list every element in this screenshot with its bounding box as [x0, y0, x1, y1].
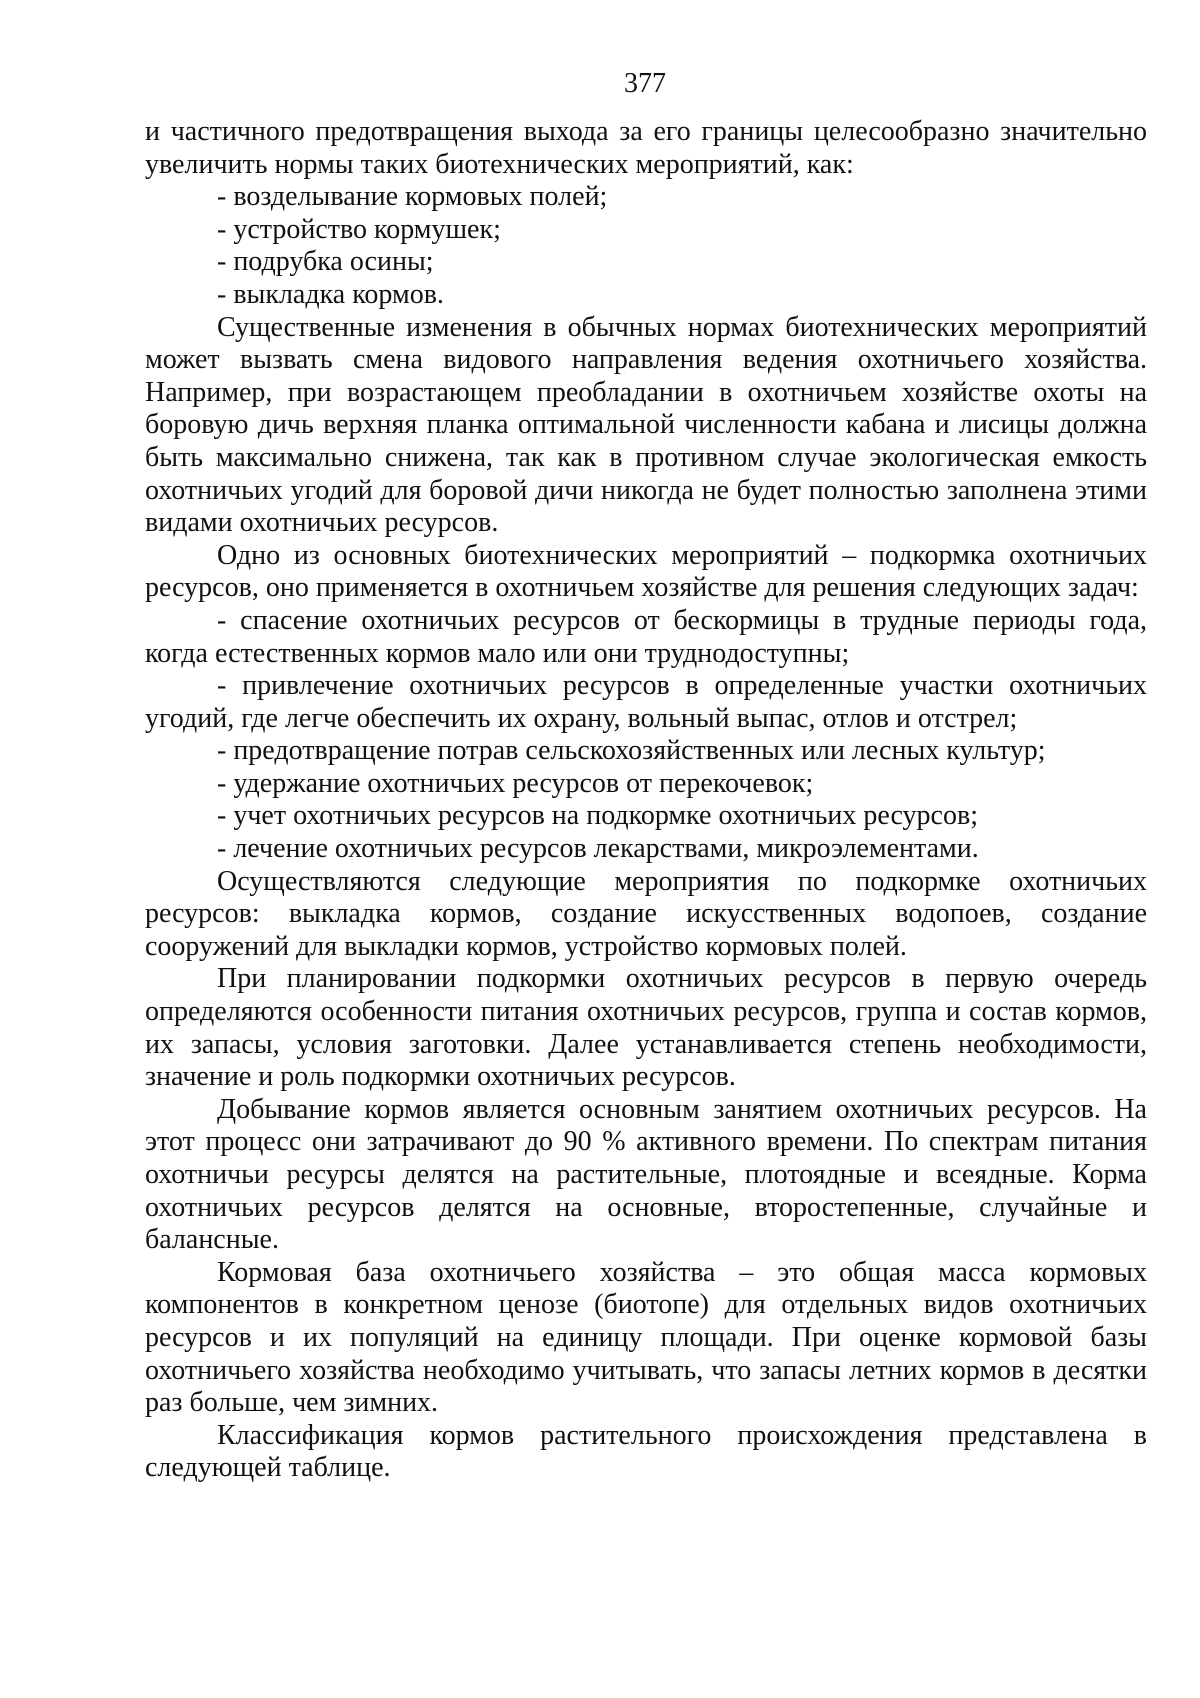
intro-paragraph: и частичного предотвращения выхода за его границы целесообразно значительно увеличить нормы таких биотехнических мероприятий, как:	[145, 116, 1147, 180]
page-number: 377	[624, 68, 666, 99]
list-item: - удержание охотничьих ресурсов от перекочевок;	[217, 767, 814, 799]
paragraph-forage-base: Кормовая база охотничьего хозяйства – это общая масса кормовых компонентов в конкретном ценозе (биотопе) для отдельных видов охотничьих ресурсов и их популяций на единицу площади. При оценке кормовой базы охотничьего хозяйства необходимо учитывать, что запасы летних кормов в десятки раз больше, чем зимних.	[145, 1256, 1147, 1419]
list-item: - лечение охотничьих ресурсов лекарствами, микроэлементами.	[217, 833, 979, 865]
list-item: - учет охотничьих ресурсов на подкормке охотничьих ресурсов;	[217, 800, 978, 832]
paragraph-classification: Классификация кормов растительного происхождения представлена в следующей таблице.	[145, 1419, 1147, 1484]
list-item: - подрубка осины;	[217, 246, 434, 278]
list-item: - предотвращение потрав сельскохозяйственных или лесных культур;	[217, 735, 1046, 767]
paragraph-food-gathering: Добывание кормов является основным занятием охотничьих ресурсов. На этот процесс они затрачивают до 90 % активного времени. По спектрам питания охотничьи ресурсы делятся на растительные, плотоядные и всеядные. Корма охотничьих ресурсов делятся на основные, второстепенные, случайные и балансные.	[145, 1093, 1147, 1256]
paragraph-feeding-measures: Осуществляются следующие мероприятия по подкормке охотничьих ресурсов: выкладка кормов, создание искусственных водопоев, создание сооружений для выкладки кормов, устройство кормовых полей.	[145, 865, 1147, 962]
page-body	[145, 116, 1147, 1485]
paragraph-norm-changes: Существенные изменения в обычных нормах биотехнических мероприятий может вызвать смена видового направления ведения охотничьего хозяйства. Например, при возрастающем преобладании в охотничьем хозяйстве охоты на боровую дичь верхняя планка оптимальной численности кабана и лисицы должна быть максимально снижена, так как в противном случае экологическая емкость охотничьих угодий для боровой дичи никогда не будет полностью заполнена этими видами охотничьих ресурсов.	[145, 311, 1147, 539]
paragraph-feeding-tasks: Одно из основных биотехнических мероприятий – подкормка охотничьих ресурсов, оно применяется в охотничьем хозяйстве для решения следующих задач:	[145, 539, 1147, 604]
list-item: - устройство кормушек;	[217, 213, 501, 245]
paragraph-feeding-planning: При планировании подкормки охотничьих ресурсов в первую очередь определяются особенности питания охотничьих ресурсов, группа и состав кормов, их запасы, условия заготовки. Далее устанавливается степень необходимости, значение и роль подкормки охотничьих ресурсов.	[145, 963, 1147, 1093]
list-item: - привлечение охотничьих ресурсов в определенные участки охотничьих угодий, где легче обеспечить их охрану, вольный выпас, отлов и отстрел;	[145, 670, 1147, 734]
list-item: - возделывание кормовых полей;	[217, 181, 608, 213]
list-item: - спасение охотничьих ресурсов от бескормицы в трудные периоды года, когда естественных кормов мало или они труднодоступны;	[145, 604, 1147, 669]
list-item: - выкладка кормов.	[217, 278, 444, 310]
